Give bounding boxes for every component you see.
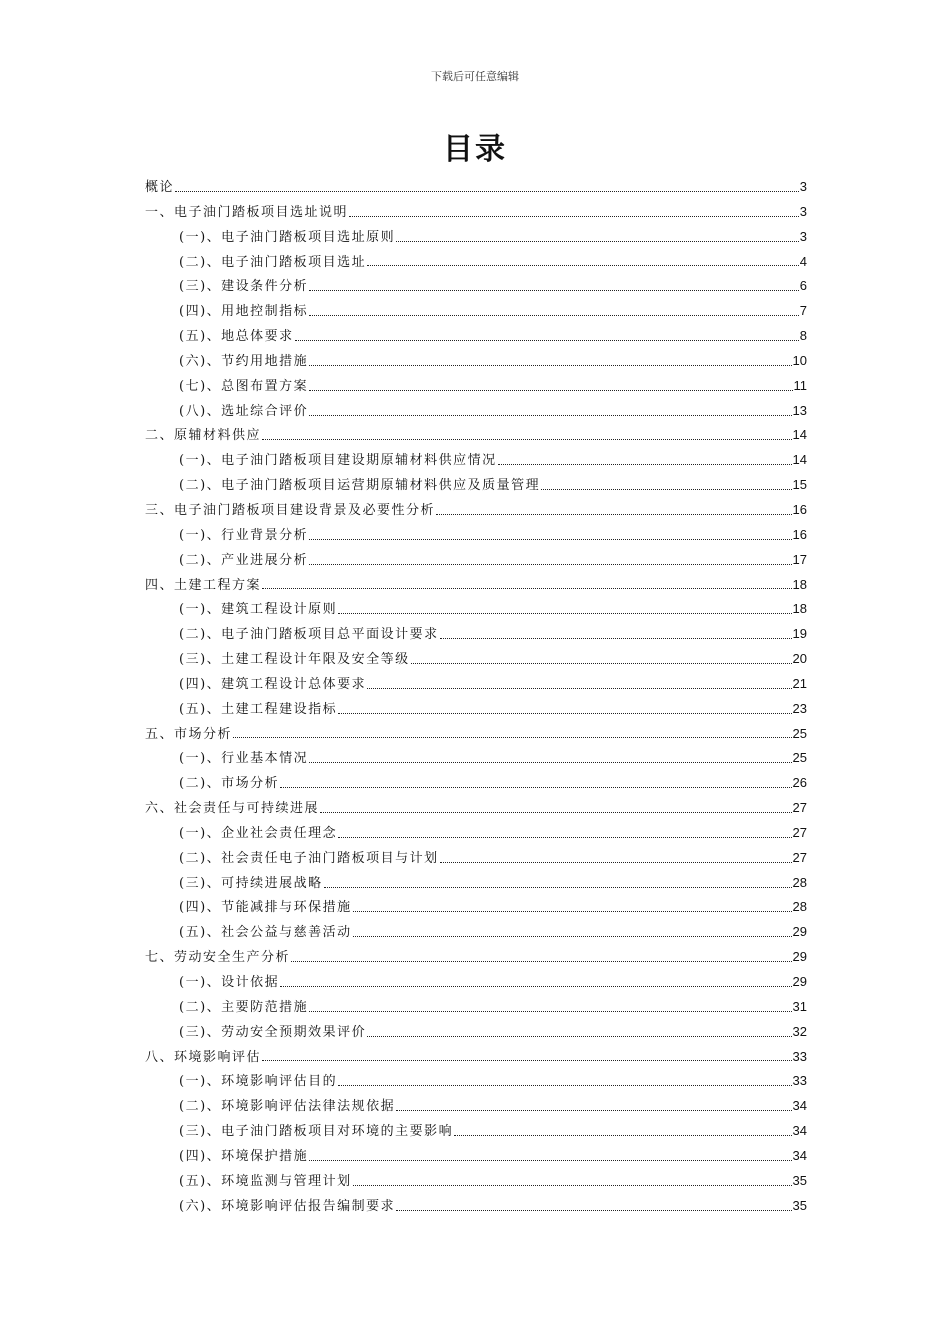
toc-dot-leader [320, 812, 792, 813]
toc-dot-leader [175, 191, 799, 192]
toc-dot-leader [262, 588, 792, 589]
toc-entry-title: (五)、土建工程建设指标 [179, 701, 338, 717]
toc-dot-leader [309, 365, 791, 366]
toc-entry-page-number: 21 [792, 675, 807, 691]
toc-entry-page-number: 14 [792, 452, 807, 468]
toc-entry-page-number: 7 [799, 303, 807, 319]
toc-dot-leader [280, 787, 791, 788]
toc-entry-title: (一)、建筑工程设计原则 [179, 602, 338, 618]
toc-entry-title: 一、电子油门踏板项目选址说明 [145, 204, 349, 220]
toc-entry[interactable] [145, 1045, 807, 1070]
toc-entry-page-number: 19 [792, 626, 807, 642]
toc-entry-page-number: 3 [799, 203, 807, 219]
toc-entry[interactable] [145, 1119, 807, 1144]
toc-dot-leader [367, 265, 799, 266]
toc-entry-page-number: 10 [792, 352, 807, 368]
toc-entry[interactable] [145, 846, 807, 871]
toc-entry-title: (二)、主要防范措施 [179, 999, 309, 1015]
toc-dot-leader [295, 340, 799, 341]
toc-entry[interactable] [145, 771, 807, 796]
header-note: 下载后可任意编辑 [431, 70, 519, 83]
toc-entry-page-number: 26 [792, 775, 807, 791]
toc-dot-leader [309, 390, 792, 391]
toc-entry-title: 二、原辅材料供应 [145, 428, 262, 444]
toc-entry-title: (五)、地总体要求 [179, 329, 294, 345]
toc-entry[interactable] [145, 498, 807, 523]
toc-entry-page-number: 33 [792, 1048, 807, 1064]
toc-entry-title: (三)、电子油门踏板项目对环境的主要影响 [179, 1124, 454, 1140]
toc-entry-page-number: 18 [792, 576, 807, 592]
toc-dot-leader [440, 638, 792, 639]
toc-entry[interactable] [145, 597, 807, 622]
toc-entry-page-number: 34 [792, 1123, 807, 1139]
toc-entry-page-number: 14 [792, 427, 807, 443]
toc-entry-title: (一)、电子油门踏板项目选址原则 [179, 229, 396, 245]
toc-entry-page-number: 29 [792, 924, 807, 940]
toc-entry[interactable] [145, 225, 807, 250]
toc-entry-page-number: 29 [792, 949, 807, 965]
toc-entry[interactable] [145, 473, 807, 498]
toc-dot-leader [440, 862, 792, 863]
toc-entry-page-number: 15 [792, 477, 807, 493]
toc-entry[interactable] [145, 1144, 807, 1169]
toc-dot-leader [338, 713, 791, 714]
toc-dot-leader [338, 613, 791, 614]
toc-entry-title: (五)、环境监测与管理计划 [179, 1173, 352, 1189]
toc-entry-page-number: 3 [799, 228, 807, 244]
toc-dot-leader [309, 564, 791, 565]
toc-dot-leader [498, 464, 792, 465]
toc-entry-title: (二)、市场分析 [179, 776, 280, 792]
toc-dot-leader [411, 663, 792, 664]
toc-entry-page-number: 8 [799, 328, 807, 344]
toc-entry[interactable] [145, 722, 807, 747]
toc-entry[interactable] [145, 746, 807, 771]
toc-entry[interactable] [145, 1169, 807, 1194]
toc-entry[interactable] [145, 995, 807, 1020]
toc-entry-title: (六)、节约用地措施 [179, 353, 309, 369]
toc-entry-title: (六)、环境影响评估报告编制要求 [179, 1198, 396, 1214]
toc-dot-leader [262, 1060, 792, 1061]
toc-entry-title: (四)、节能减排与环保措施 [179, 900, 352, 916]
toc-dot-leader [309, 539, 791, 540]
toc-entry-page-number: 34 [792, 1147, 807, 1163]
toc-entry-title: (一)、电子油门踏板项目建设期原辅材料供应情况 [179, 453, 497, 469]
toc-entry-page-number: 17 [792, 551, 807, 567]
toc-dot-leader [353, 936, 792, 937]
toc-entry[interactable] [145, 250, 807, 275]
toc-entry-page-number: 31 [792, 998, 807, 1014]
toc-entry-title: (一)、行业背景分析 [179, 527, 309, 543]
toc-dot-leader [324, 887, 792, 888]
toc-dot-leader [338, 837, 791, 838]
toc-entry-page-number: 28 [792, 899, 807, 915]
toc-entry-page-number: 27 [792, 824, 807, 840]
toc-dot-leader [338, 1085, 791, 1086]
toc-entry-title: 三、电子油门踏板项目建设背景及必要性分析 [145, 502, 436, 518]
toc-entry[interactable] [145, 175, 807, 200]
toc-dot-leader [396, 1110, 791, 1111]
toc-entry-page-number: 29 [792, 974, 807, 989]
toc-entry[interactable] [145, 448, 807, 473]
toc-entry-title: (八)、选址综合评价 [179, 403, 309, 419]
toc-entry-page-number: 13 [792, 402, 807, 418]
toc-entry[interactable] [145, 1194, 807, 1219]
toc-entry[interactable] [145, 299, 807, 324]
toc-entry-page-number: 18 [792, 601, 807, 617]
toc-entry-title: (二)、环境影响评估法律法规依据 [179, 1099, 396, 1115]
toc-entry[interactable] [145, 1094, 807, 1119]
toc-entry[interactable] [145, 548, 807, 573]
toc-entry-title: (五)、社会公益与慈善活动 [179, 925, 352, 941]
toc-entry-title: 六、社会责任与可持续进展 [145, 801, 320, 817]
toc-entry-title: 五、市场分析 [145, 726, 233, 742]
toc-entry[interactable] [145, 1069, 807, 1094]
toc-entry[interactable] [145, 399, 807, 424]
toc-dot-leader [353, 911, 792, 912]
toc-dot-leader [367, 688, 791, 689]
toc-entry[interactable] [145, 945, 807, 970]
toc-entry-title: 八、环境影响评估 [145, 1049, 262, 1065]
toc-entry-page-number: 25 [792, 750, 807, 766]
toc-entry[interactable] [145, 374, 807, 399]
toc-entry-title: (三)、建设条件分析 [179, 279, 309, 295]
toc-entry-title: 概论 [145, 180, 175, 195]
toc-entry[interactable] [145, 895, 807, 920]
toc-dot-leader [349, 216, 799, 217]
toc-entry[interactable] [145, 324, 807, 349]
toc-entry-title: (四)、用地控制指标 [179, 304, 309, 320]
page-title: 目录 [443, 132, 507, 167]
toc-entry-title: (四)、建筑工程设计总体要求 [179, 676, 367, 692]
toc-entry-title: (七)、总图布置方案 [179, 378, 309, 394]
toc-entry-title: (一)、环境影响评估目的 [179, 1074, 338, 1090]
toc-entry[interactable] [145, 647, 807, 672]
toc-entry-title: 七、劳动安全生产分析 [145, 950, 291, 966]
toc-entry[interactable] [145, 523, 807, 548]
toc-entry-title: (二)、电子油门踏板项目运营期原辅材料供应及质量管理 [179, 478, 541, 494]
toc-dot-leader [541, 489, 791, 490]
toc-entry-title: (四)、环境保护措施 [179, 1148, 309, 1164]
toc-entry-page-number: 32 [792, 1023, 807, 1039]
toc-entry[interactable] [145, 573, 807, 598]
toc-dot-leader [309, 315, 799, 316]
toc-entry-page-number: 34 [792, 1098, 807, 1114]
toc-entry[interactable] [145, 672, 807, 697]
toc-dot-leader [454, 1135, 791, 1136]
toc-entry[interactable] [145, 871, 807, 896]
toc-entry-title: (二)、电子油门踏板项目总平面设计要求 [179, 627, 439, 643]
toc-entry-page-number: 33 [792, 1073, 807, 1089]
toc-entry-page-number: 25 [792, 725, 807, 741]
toc-entry-page-number: 27 [792, 849, 807, 865]
toc-entry-page-number: 35 [792, 1172, 807, 1188]
toc-entry-title: (三)、劳动安全预期效果评价 [179, 1024, 367, 1040]
toc-entry-title: (一)、设计依据 [179, 975, 280, 990]
toc-entry-page-number: 23 [792, 700, 807, 716]
toc-dot-leader [309, 415, 791, 416]
table-of-contents [145, 175, 807, 1218]
toc-dot-leader [309, 1160, 791, 1161]
toc-entry-title: (一)、企业社会责任理念 [179, 825, 338, 841]
toc-entry-page-number: 3 [799, 179, 807, 194]
toc-entry[interactable] [145, 920, 807, 945]
toc-entry-title: (三)、可持续进展战略 [179, 875, 323, 891]
toc-entry-page-number: 27 [792, 800, 807, 816]
toc-dot-leader [353, 1185, 792, 1186]
toc-entry-title: (一)、行业基本情况 [179, 751, 309, 767]
toc-dot-leader [309, 1011, 791, 1012]
toc-entry[interactable] [145, 349, 807, 374]
toc-entry[interactable] [145, 796, 807, 821]
toc-dot-leader [309, 762, 791, 763]
toc-entry-title: (二)、电子油门踏板项目选址 [179, 254, 367, 270]
toc-entry[interactable] [145, 970, 807, 995]
toc-dot-leader [309, 290, 799, 291]
toc-entry-page-number: 16 [792, 526, 807, 542]
toc-entry-page-number: 16 [792, 501, 807, 517]
toc-entry-title: (三)、土建工程设计年限及安全等级 [179, 652, 410, 668]
toc-entry-page-number: 20 [792, 651, 807, 667]
toc-dot-leader [396, 1210, 791, 1211]
toc-entry[interactable] [145, 821, 807, 846]
toc-entry[interactable] [145, 697, 807, 722]
toc-dot-leader [233, 737, 792, 738]
toc-entry[interactable] [145, 423, 807, 448]
toc-entry[interactable] [145, 1020, 807, 1045]
toc-dot-leader [280, 986, 791, 987]
toc-entry-title: (二)、产业进展分析 [179, 552, 309, 568]
toc-dot-leader [396, 241, 799, 242]
toc-entry-title: 四、土建工程方案 [145, 577, 262, 593]
toc-entry-page-number: 4 [799, 253, 807, 269]
toc-entry-page-number: 11 [793, 377, 807, 393]
toc-dot-leader [367, 1036, 791, 1037]
toc-dot-leader [262, 439, 792, 440]
toc-entry[interactable] [145, 622, 807, 647]
toc-entry[interactable] [145, 274, 807, 299]
toc-dot-leader [291, 961, 792, 962]
toc-dot-leader [436, 514, 792, 515]
toc-entry-page-number: 6 [799, 278, 807, 294]
toc-entry-title: (二)、社会责任电子油门踏板项目与计划 [179, 850, 439, 866]
toc-entry-page-number: 28 [792, 874, 807, 890]
toc-entry[interactable] [145, 200, 807, 225]
toc-entry-page-number: 35 [792, 1197, 807, 1213]
